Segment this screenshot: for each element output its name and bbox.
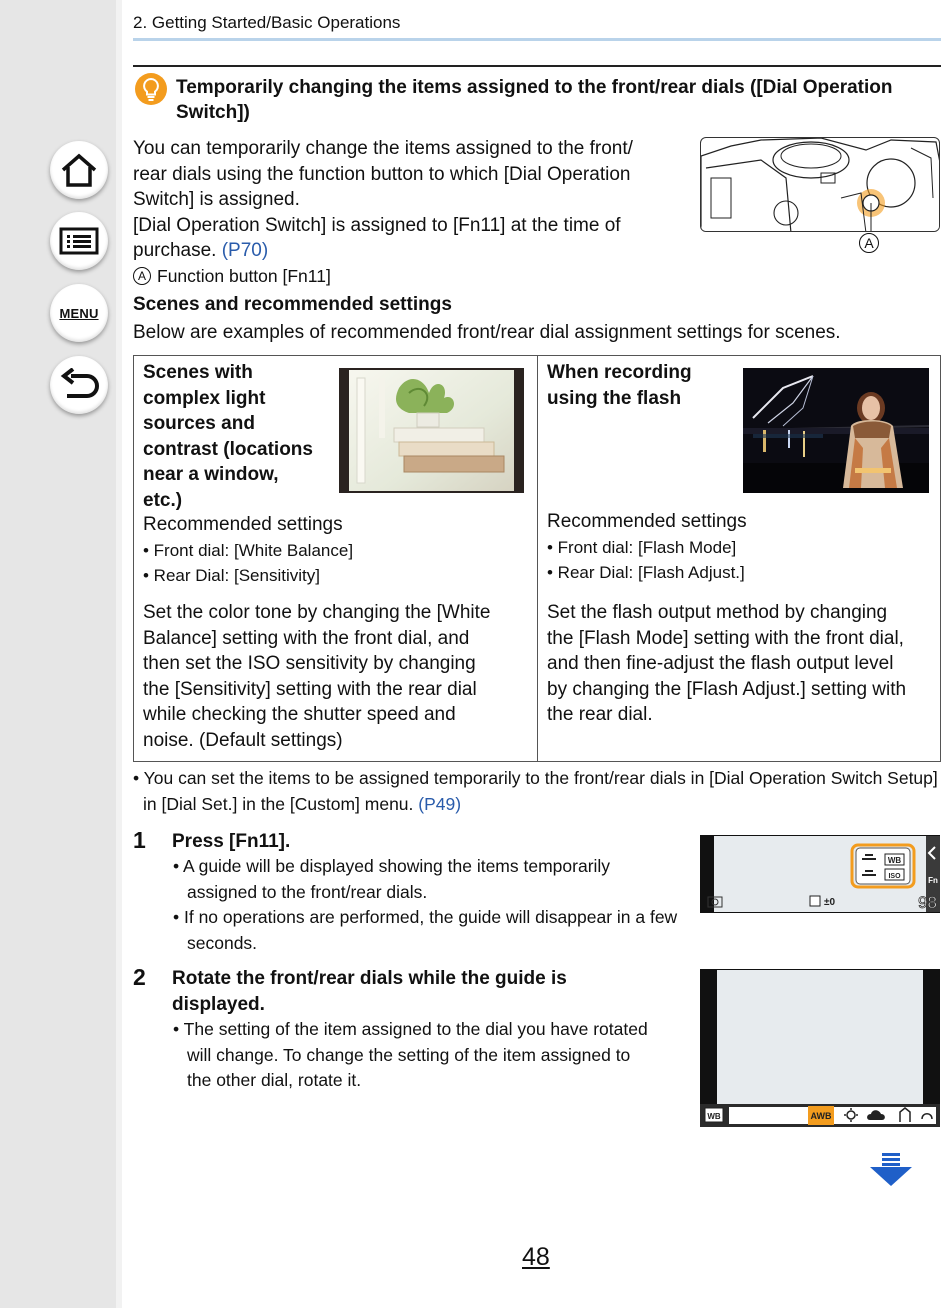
- scene-title-line: contrast (locations: [143, 438, 313, 460]
- step-title-line: displayed.: [172, 993, 265, 1015]
- header-rule: [133, 38, 941, 41]
- scene-desc-left: [143, 600, 491, 753]
- camera-screen-guide: [700, 835, 940, 913]
- section-header: 2. Getting Started/Basic Operations: [133, 13, 401, 32]
- tip-title: Temporarily changing the items assigned to the front/rear dials ([Dial Operation Switch]): [176, 77, 893, 123]
- desc-line: the [Flash Mode] setting with the front dial,: [547, 627, 904, 649]
- next-page-arrow-icon[interactable]: [868, 1153, 914, 1187]
- scene-title-line: near a window,: [143, 464, 279, 485]
- home-button[interactable]: [50, 141, 108, 199]
- scene-title-right: [547, 360, 692, 411]
- custom-menu-note: [133, 766, 943, 817]
- desc-line: then set the ISO sensitivity by changing: [143, 653, 476, 674]
- page-link-p70[interactable]: (P70): [221, 240, 269, 261]
- scene-title-line: When recording: [547, 362, 692, 383]
- shots-remaining: 98: [918, 893, 937, 912]
- camera-illustration: [700, 137, 940, 232]
- sidebar-edge: [116, 0, 122, 1308]
- desc-line: and then fine-adjust the flash output level: [547, 653, 894, 674]
- rec-item: • Front dial: [Flash Mode]: [547, 538, 737, 557]
- scene-desc-right: [547, 600, 906, 728]
- rec-label: Recommended settings: [547, 511, 747, 532]
- scene-title-line: etc.): [143, 489, 183, 511]
- desc-line: noise. (Default settings): [143, 729, 343, 751]
- step-title-line: Rotate the front/rear dials while the guide is: [172, 968, 567, 989]
- step-bullet: • The setting of the item assigned to the dial you have rotated will change. To change the setting of the item assigned to the other dial, rotate it.: [173, 1019, 648, 1090]
- rec-item: • Rear Dial: [Flash Adjust.]: [547, 563, 745, 582]
- tip-line: rear dials using the function button to which [Dial Operation: [133, 163, 631, 185]
- table-divider: [537, 355, 538, 762]
- step-bullet: • If no operations are performed, the guide will disappear in a few seconds.: [173, 907, 678, 953]
- callout-marker: A: [133, 267, 151, 285]
- tip-line: You can temporarily change the items assigned to the front/: [133, 138, 633, 159]
- window-scene-photo: [339, 368, 524, 493]
- desc-line: the rear dial.: [547, 704, 653, 725]
- awb-option: AWB: [810, 1111, 832, 1121]
- note-text: • You can set the items to be assigned temporarily to the front/rear dials in [Dial Operation Switch Setup] in [Dial Set.] in the [Custom] menu.: [133, 768, 938, 814]
- back-arrow-icon: [59, 368, 99, 402]
- callout-a-marker: A: [859, 233, 879, 253]
- callout-text: Function button [Fn11]: [157, 266, 331, 286]
- list-icon: [59, 227, 99, 255]
- desc-line: Balance] setting with the front dial, and: [143, 627, 470, 649]
- step-bullet: • A guide will be displayed showing the items temporarily assigned to the front/rear dials.: [173, 856, 611, 902]
- camera-screen-wb: [700, 969, 940, 1127]
- home-icon: [59, 152, 99, 188]
- desc-line: the [Sensitivity] setting with the rear dial: [143, 678, 477, 700]
- tip-rule: [133, 65, 941, 67]
- scenes-intro: Below are examples of recommended front/rear dial assignment settings for scenes.: [133, 322, 841, 343]
- step-number: 2: [133, 964, 146, 990]
- exposure-value: ±0: [824, 897, 836, 908]
- menu-button[interactable]: [50, 284, 108, 342]
- tip-line: [Dial Operation Switch] is assigned to [Fn11] at the time of: [133, 214, 621, 236]
- scene-title-line: Scenes with: [143, 362, 253, 383]
- menu-label: MENU: [59, 305, 99, 321]
- fn-label: Fn: [928, 876, 938, 885]
- desc-line: Set the flash output method by changing: [547, 602, 888, 623]
- tip-line: [133, 238, 268, 264]
- scene-title-line: using the flash: [547, 387, 682, 409]
- scene-title-line: complex light: [143, 387, 266, 409]
- wb-mode-label: WB: [707, 1112, 721, 1121]
- desc-line: by changing the [Flash Adjust.] setting with: [547, 678, 907, 700]
- wb-label: WB: [887, 856, 902, 865]
- desc-line: while checking the shutter speed and: [143, 704, 456, 725]
- step-number: 1: [133, 827, 146, 853]
- callout-legend: [133, 264, 331, 290]
- tip-line-text: purchase.: [133, 240, 222, 261]
- page-number: 48: [522, 1243, 550, 1271]
- back-button[interactable]: [50, 356, 108, 414]
- sidebar: [0, 0, 122, 1308]
- desc-line: Set the color tone by changing the [White: [143, 602, 491, 623]
- rec-item: • Rear Dial: [Sensitivity]: [143, 566, 320, 585]
- scene-title-line: sources and: [143, 413, 255, 434]
- rec-item: • Front dial: [White Balance]: [143, 541, 354, 560]
- flash-scene-photo: [743, 368, 929, 493]
- step-title: Press [Fn11].: [172, 831, 291, 852]
- rec-label: Recommended settings: [143, 514, 343, 535]
- toc-button[interactable]: [50, 212, 108, 270]
- scene-title-left: [143, 360, 313, 513]
- lightbulb-icon: [134, 72, 168, 106]
- page-link-p49[interactable]: (P49): [418, 793, 462, 814]
- iso-label: ISO: [888, 873, 901, 880]
- tip-line: Switch] is assigned.: [133, 189, 300, 210]
- step-title: [172, 966, 567, 1017]
- scenes-title: Scenes and recommended settings: [133, 294, 452, 315]
